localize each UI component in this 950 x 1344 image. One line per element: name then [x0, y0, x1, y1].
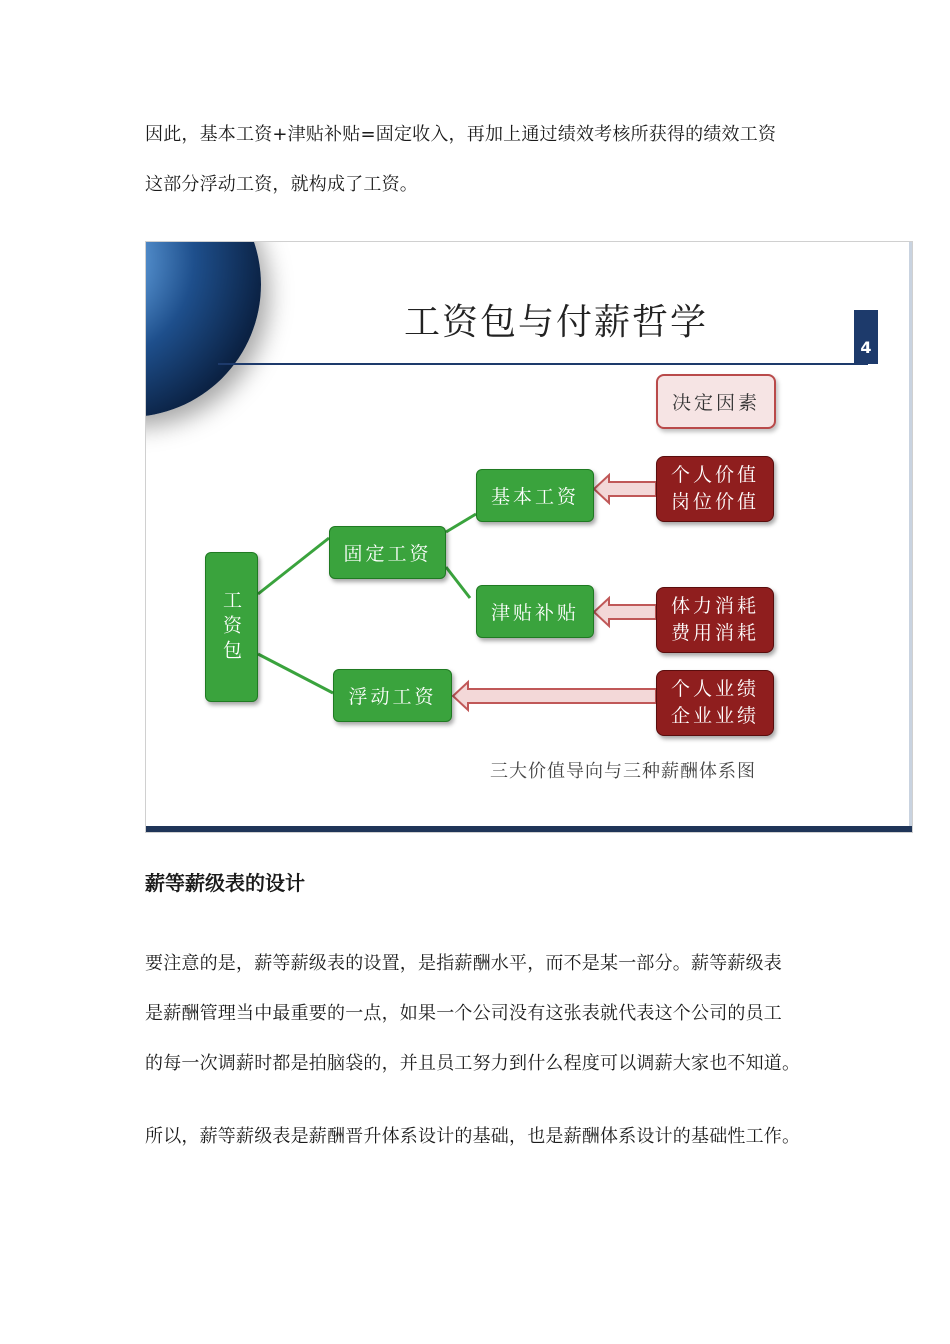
- diagram-caption: 三大价值导向与三种薪酬体系图: [490, 761, 756, 782]
- factor-expense-consumption: 费用消耗: [670, 622, 759, 644]
- slide-title: 工资包与付薪哲学: [404, 302, 709, 343]
- slide-right-edge: [909, 242, 912, 832]
- node-salary-package: 工资包: [205, 552, 258, 702]
- factor-physical-consumption: 体力消耗: [670, 595, 759, 617]
- factors-floating-pay: [656, 670, 774, 736]
- link-fixed-to-allowance: [446, 567, 470, 598]
- node-floating-pay: 浮动工资: [333, 669, 452, 722]
- arrow-allowance: [594, 598, 656, 626]
- intro-paragraph-line-2: 这部分浮动工资，就构成了工资。: [145, 174, 418, 195]
- arrow-floating-pay: [453, 682, 656, 710]
- factor-personal-value: 个人价值: [670, 464, 759, 486]
- body-paragraph-line-4: 所以，薪等薪级表是薪酬晋升体系设计的基础，也是薪酬体系设计的基础性工作。: [145, 1126, 801, 1147]
- factors-allowance: [656, 587, 774, 653]
- body-paragraph-line-3: 的每一次调薪时都是拍脑袋的，并且员工努力到什么程度可以调薪大家也不知道。: [145, 1053, 801, 1074]
- slide-page-number: 4: [854, 310, 878, 364]
- decision-factors-label: 决定因素: [656, 374, 776, 429]
- body-paragraph-line-2: 是薪酬管理当中最重要的一点，如果一个公司没有这张表就代表这个公司的员工: [145, 1003, 782, 1024]
- link-fixed-to-base: [446, 514, 476, 532]
- arrow-base-pay: [594, 475, 656, 503]
- body-paragraph-line-1: 要注意的是，薪等薪级表的设置，是指薪酬水平，而不是某一部分。薪等薪级表: [145, 953, 782, 974]
- link-root-to-floating: [258, 654, 333, 693]
- section-heading: 薪等薪级表的设计: [145, 871, 305, 895]
- factors-base-pay: [656, 456, 774, 522]
- node-allowance: 津贴补贴: [476, 585, 594, 638]
- intro-paragraph-line-1: 因此，基本工资+津贴补贴=固定收入，再加上通过绩效考核所获得的绩效工资: [145, 124, 777, 145]
- slide-bottom-bar: [146, 826, 912, 832]
- salary-package-diagram: [145, 241, 913, 833]
- factor-company-performance: 企业业绩: [670, 705, 759, 727]
- factor-position-value: 岗位价值: [670, 491, 759, 513]
- node-base-pay: 基本工资: [476, 469, 594, 522]
- link-root-to-fixed: [258, 538, 329, 594]
- connector-lines: [146, 242, 913, 833]
- factor-personal-performance: 个人业绩: [670, 678, 759, 700]
- node-fixed-pay: 固定工资: [329, 526, 446, 579]
